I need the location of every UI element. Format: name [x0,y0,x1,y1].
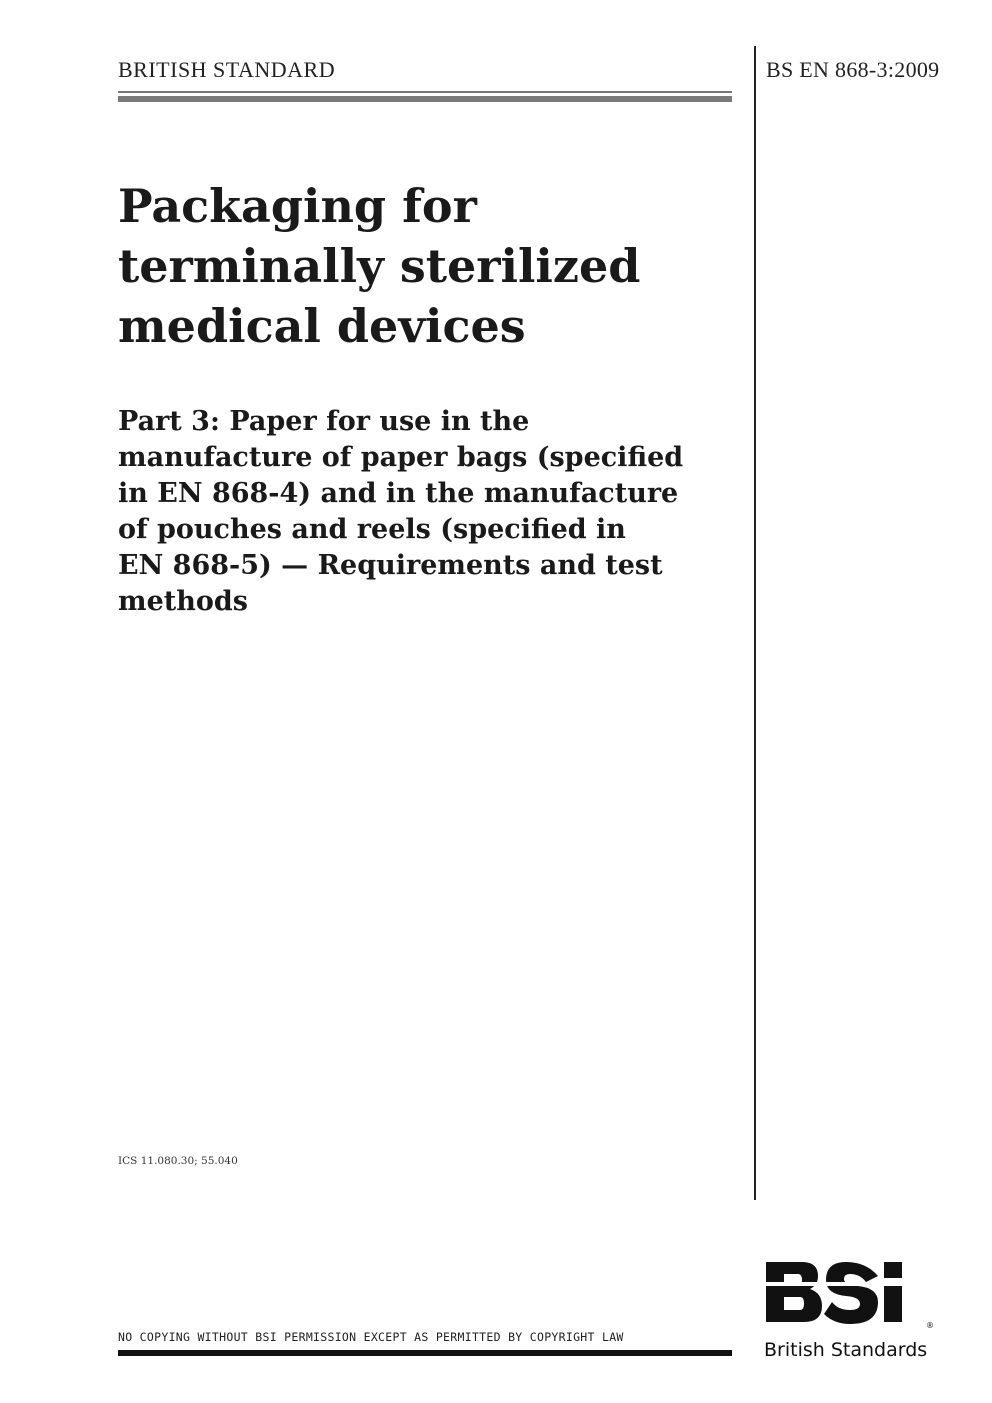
ics-code: ICS 11.080.30; 55.040 [118,1155,238,1167]
series-label: BRITISH STANDARD [118,57,336,82]
vertical-divider [754,46,756,1200]
standard-designation: BS EN 868-3:2009 [766,57,940,82]
subtitle-line: EN 868-5) — Requirements and test [118,550,663,581]
footer-rule [118,1350,732,1356]
logo-registered-mark: ® [926,1321,934,1330]
subtitle-line: Part 3: Paper for use in the [118,406,530,437]
subtitle-line: of pouches and reels (specified in [118,514,626,545]
logo-caption: British Standards [764,1339,928,1361]
bsi-logo [762,1258,938,1362]
title-line: Packaging for [118,179,477,233]
document-subtitle [118,404,738,620]
subtitle-line: manufacture of paper bags (specified [118,442,684,473]
subtitle-line: methods [118,586,248,617]
title-line: medical devices [118,299,526,353]
header-rule-thin [118,91,732,93]
document-title [118,176,738,356]
title-line: terminally sterilized [118,239,641,293]
copyright-notice: NO COPYING WITHOUT BSI PERMISSION EXCEPT AS PERMITTED BY COPYRIGHT LAW [118,1330,624,1344]
subtitle-line: in EN 868-4) and in the manufacture [118,478,679,509]
header-rule-thick [118,96,732,102]
bsi-logo-mark [766,1262,938,1324]
